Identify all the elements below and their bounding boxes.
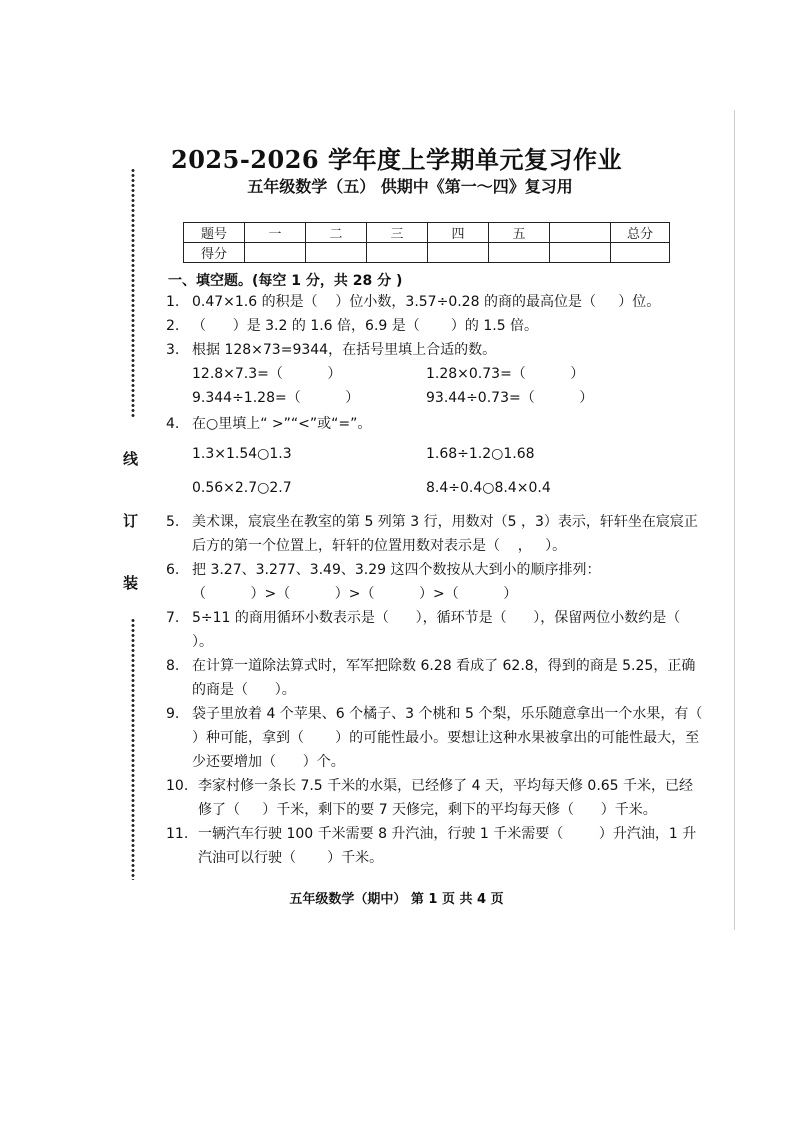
score-cell[interactable] [245, 243, 306, 263]
score-table [183, 222, 670, 263]
question-number: 11. [166, 826, 189, 842]
question-number: 8. [166, 658, 180, 674]
question-5 [166, 510, 706, 558]
cell-blank [550, 223, 611, 243]
question-9 [166, 702, 730, 774]
score-row-values [184, 243, 670, 263]
edge-line [734, 110, 735, 930]
question-number: 5. [166, 514, 180, 530]
question-7 [166, 606, 706, 654]
question-text: 袋子里放着 4 个苹果、6 个橘子、3 个桃和 5 个梨，乐乐随意拿出一个水果，有（ ）种可能，拿到（ ）的可能性最小。要想让这种水果被拿出的可能性最大，至少还要增加（ ）个。 [192, 706, 730, 770]
question-number: 3. [166, 342, 180, 358]
compare-item: 1.68÷1.2○1.68 [426, 446, 535, 462]
order-answer-line: （ ）>（ ）>（ ）>（ ） [192, 586, 518, 602]
cell-q4: 四 [428, 223, 489, 243]
question-number: 10. [166, 778, 189, 794]
question-text: 李家村修一条长 7.5 千米的水渠，已经修了 4 天，平均每天修 0.65 千米，已经修了（ ）千米，剩下的要 7 天修完，剩下的平均每天修（ ）千米。 [198, 778, 694, 818]
question-number: 1. [166, 294, 180, 310]
question-text: 根据 128×73=9344，在括号里填上合适的数。 [192, 342, 497, 358]
question-text: （ ）是 3.2 的 1.6 倍，6.9 是（ ）的 1.5 倍。 [192, 318, 539, 334]
binding-char-xian: 线 [123, 450, 139, 468]
question-text: 一辆汽车行驶 100 千米需要 8 升汽油，行驶 1 千米需要（ ）升汽油，1 升汽油可以行驶（ ）千米。 [198, 826, 697, 866]
cell-q1: 一 [245, 223, 306, 243]
calc-item: 93.44÷0.73=（ ） [426, 390, 594, 406]
binding-dots-bottom [131, 618, 135, 880]
score-row-header [184, 223, 670, 243]
question-text: 美术课，宸宸坐在教室的第 5 列第 3 行，用数对（5 ，3）表示，轩轩坐在宸宸正后方的第一个位置上，轩轩的位置用数对表示是（ ， ）。 [192, 514, 698, 554]
calc-row [192, 386, 706, 410]
cell-total: 总分 [611, 223, 670, 243]
section-heading: 一、填空题。(每空 1 分，共 28 分 ) [168, 273, 403, 289]
calc-item: 9.344÷1.28=（ ） [192, 390, 360, 406]
cell-label-question: 题号 [184, 223, 245, 243]
question-6 [166, 558, 706, 606]
score-cell[interactable] [611, 243, 670, 263]
question-text: 在○里填上“ >”“<”或“=”。 [192, 416, 372, 432]
question-3 [166, 338, 706, 410]
question-1 [166, 290, 706, 314]
compare-row [192, 442, 706, 466]
binding-dots-top [131, 168, 135, 418]
score-cell[interactable] [550, 243, 611, 263]
cell-label-score: 得分 [184, 243, 245, 263]
score-cell[interactable] [489, 243, 550, 263]
question-4 [166, 412, 706, 500]
score-cell[interactable] [306, 243, 367, 263]
score-cell[interactable] [428, 243, 489, 263]
question-10 [166, 774, 706, 822]
question-8 [166, 654, 706, 702]
questions [166, 290, 730, 870]
compare-row [192, 476, 706, 500]
compare-item: 8.4÷0.4○8.4×0.4 [426, 480, 551, 496]
binding-char-ding: 订 [123, 512, 139, 530]
compare-item: 1.3×1.54○1.3 [192, 446, 292, 462]
calc-item: 12.8×7.3=（ ） [192, 366, 342, 382]
page-footer: 五年级数学（期中） 第 1 页 共 4 页 [289, 892, 504, 907]
question-number: 4. [166, 416, 180, 432]
cell-q3: 三 [367, 223, 428, 243]
question-number: 6. [166, 562, 180, 578]
binding-margin [118, 168, 148, 880]
cell-q5: 五 [489, 223, 550, 243]
page-title: 2025-2026 学年度上学期单元复习作业 [171, 145, 622, 174]
binding-char-zhuang: 装 [123, 574, 139, 592]
page-subtitle: 五年级数学（五） 供期中《第一～四》复习用 [247, 177, 573, 196]
question-11 [166, 822, 706, 870]
score-cell[interactable] [367, 243, 428, 263]
question-text: 0.47×1.6 的积是（ ）位小数，3.57÷0.28 的商的最高位是（ ）位。 [192, 294, 661, 310]
question-text: 5÷11 的商用循环小数表示是（ ），循环节是（ ），保留两位小数约是（ ）。 [192, 610, 708, 650]
calc-item: 1.28×0.73=（ ） [426, 366, 585, 382]
question-number: 2. [166, 318, 180, 334]
question-text: 把 3.27、3.277、3.49、3.29 这四个数按从大到小的顺序排列： [192, 562, 601, 578]
question-text: 在计算一道除法算式时，军军把除数 6.28 看成了 62.8，得到的商是 5.25，正确的商是（ ）。 [192, 658, 696, 698]
cell-q2: 二 [306, 223, 367, 243]
compare-item: 0.56×2.7○2.7 [192, 480, 292, 496]
calc-row [192, 362, 706, 386]
question-number: 7. [166, 610, 180, 626]
question-number: 9. [166, 706, 180, 722]
question-2 [166, 314, 706, 338]
